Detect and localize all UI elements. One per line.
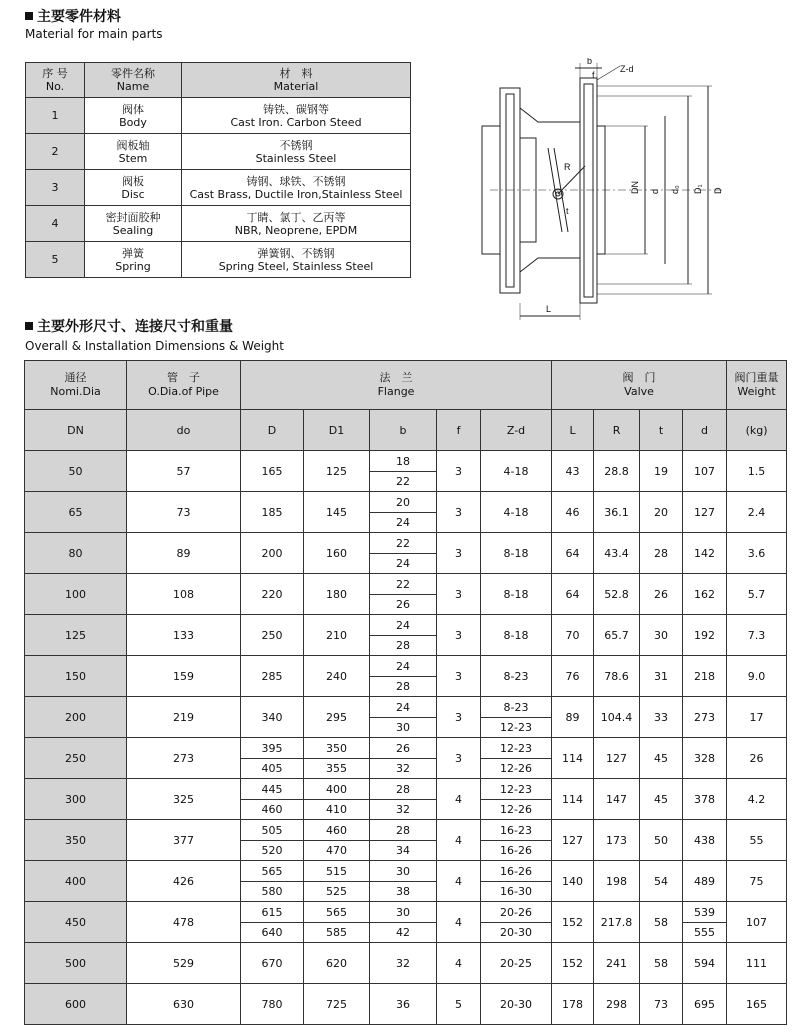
cell-do: 630 <box>127 984 241 1025</box>
cell-D1: 515 525 <box>304 861 370 902</box>
header-valve: 阀 门 Valve <box>552 361 727 410</box>
cell-L: 43 <box>552 451 594 492</box>
dimensions-row <box>25 615 787 656</box>
materials-row <box>26 170 411 206</box>
material-spec: 铸铁、碳钢等 Cast Iron. Carbon Steed <box>182 98 411 134</box>
cell-t: 45 <box>640 738 683 779</box>
cell-L: 70 <box>552 615 594 656</box>
cell-d: 539 555 <box>683 902 727 943</box>
cell-R: 127 <box>594 738 640 779</box>
materials-row <box>26 134 411 170</box>
material-no: 1 <box>26 98 85 134</box>
cell-dn: 350 <box>25 820 127 861</box>
cell-D1: 125 <box>304 451 370 492</box>
material-part-name: 弹簧 Spring <box>85 242 182 278</box>
cell-zd: 20-26 20-30 <box>481 902 552 943</box>
cell-weight: 1.5 <box>727 451 787 492</box>
cell-D1: 240 <box>304 656 370 697</box>
cell-d: 378 <box>683 779 727 820</box>
cell-zd: 8-23 <box>481 656 552 697</box>
dims-title-en: Overall & Installation Dimensions & Weight <box>25 339 284 353</box>
cell-L: 114 <box>552 779 594 820</box>
cell-zd: 16-23 16-26 <box>481 820 552 861</box>
cell-b: 28 32 <box>370 779 437 820</box>
cell-do: 73 <box>127 492 241 533</box>
cell-D1: 725 <box>304 984 370 1025</box>
cell-weight: 107 <box>727 902 787 943</box>
cell-R: 52.8 <box>594 574 640 615</box>
cell-weight: 4.2 <box>727 779 787 820</box>
subheader-b: b <box>370 410 437 451</box>
cell-dn: 65 <box>25 492 127 533</box>
dimensions-row <box>25 861 787 902</box>
drawing-label-zd: Z-d <box>620 64 634 74</box>
cell-f: 3 <box>437 533 481 574</box>
materials-row <box>26 98 411 134</box>
header-nomi-dia: 通径 Nomi.Dia <box>25 361 127 410</box>
materials-table <box>25 62 411 278</box>
cell-zd: 12-23 12-26 <box>481 738 552 779</box>
cell-t: 45 <box>640 779 683 820</box>
cell-weight: 55 <box>727 820 787 861</box>
cell-L: 114 <box>552 738 594 779</box>
cell-t: 73 <box>640 984 683 1025</box>
subheader-zd: Z-d <box>481 410 552 451</box>
subheader-dn: DN <box>25 410 127 451</box>
cell-b: 36 <box>370 984 437 1025</box>
cell-t: 19 <box>640 451 683 492</box>
cell-D: 395 405 <box>241 738 304 779</box>
cell-D: 200 <box>241 533 304 574</box>
materials-row <box>26 242 411 278</box>
cell-L: 152 <box>552 943 594 984</box>
cell-D1: 210 <box>304 615 370 656</box>
material-part-name: 阀板轴 Stem <box>85 134 182 170</box>
cell-D1: 350 355 <box>304 738 370 779</box>
cell-D: 615 640 <box>241 902 304 943</box>
cell-d: 328 <box>683 738 727 779</box>
material-spec: 弹簧钢、不锈钢 Spring Steel, Stainless Steel <box>182 242 411 278</box>
material-no: 2 <box>26 134 85 170</box>
drawing-label-DN: DN <box>630 181 640 194</box>
cell-zd: 16-26 16-30 <box>481 861 552 902</box>
cell-R: 173 <box>594 820 640 861</box>
cell-dn: 400 <box>25 861 127 902</box>
material-spec: 不锈钢 Stainless Steel <box>182 134 411 170</box>
cell-t: 26 <box>640 574 683 615</box>
cell-b: 22 26 <box>370 574 437 615</box>
cell-d: 192 <box>683 615 727 656</box>
dimensions-row <box>25 984 787 1025</box>
cell-f: 5 <box>437 984 481 1025</box>
cell-weight: 3.6 <box>727 533 787 574</box>
cell-f: 3 <box>437 574 481 615</box>
material-spec: 铸钢、球铁、不锈钢 Cast Brass, Ductile Iron,Stainless Steel <box>182 170 411 206</box>
cell-dn: 450 <box>25 902 127 943</box>
drawing-label-f: f <box>592 70 595 80</box>
header-name: 零件名称 Name <box>85 63 182 98</box>
material-spec: 丁睛、氯丁、乙丙等 NBR, Neoprene, EPDM <box>182 206 411 242</box>
cell-d: 489 <box>683 861 727 902</box>
cell-do: 219 <box>127 697 241 738</box>
cell-weight: 111 <box>727 943 787 984</box>
cell-b: 30 38 <box>370 861 437 902</box>
subheader-f: f <box>437 410 481 451</box>
materials-row <box>26 206 411 242</box>
cell-D: 445 460 <box>241 779 304 820</box>
cell-do: 325 <box>127 779 241 820</box>
cell-b: 22 24 <box>370 533 437 574</box>
header-weight: 阀门重量 Weight <box>727 361 787 410</box>
cell-t: 20 <box>640 492 683 533</box>
cell-zd: 8-18 <box>481 574 552 615</box>
cell-t: 28 <box>640 533 683 574</box>
cell-weight: 75 <box>727 861 787 902</box>
cell-D: 565 580 <box>241 861 304 902</box>
cell-b: 18 22 <box>370 451 437 492</box>
cell-R: 65.7 <box>594 615 640 656</box>
cell-do: 89 <box>127 533 241 574</box>
cell-R: 43.4 <box>594 533 640 574</box>
cell-L: 46 <box>552 492 594 533</box>
square-bullet-icon <box>25 12 33 20</box>
cell-D1: 145 <box>304 492 370 533</box>
cell-b: 28 34 <box>370 820 437 861</box>
cell-zd: 20-30 <box>481 984 552 1025</box>
cell-f: 4 <box>437 820 481 861</box>
cell-b: 26 32 <box>370 738 437 779</box>
cell-dn: 100 <box>25 574 127 615</box>
header-material: 材 料 Material <box>182 63 411 98</box>
cell-D: 220 <box>241 574 304 615</box>
cell-t: 30 <box>640 615 683 656</box>
cell-do: 478 <box>127 902 241 943</box>
cell-dn: 250 <box>25 738 127 779</box>
cell-R: 217.8 <box>594 902 640 943</box>
dimensions-row <box>25 451 787 492</box>
cell-D: 340 <box>241 697 304 738</box>
cell-weight: 9.0 <box>727 656 787 697</box>
cell-do: 529 <box>127 943 241 984</box>
cell-dn: 500 <box>25 943 127 984</box>
cell-L: 76 <box>552 656 594 697</box>
cell-d: 273 <box>683 697 727 738</box>
header-no: 序 号 No. <box>26 63 85 98</box>
cell-b: 24 30 <box>370 697 437 738</box>
cell-R: 198 <box>594 861 640 902</box>
cell-R: 104.4 <box>594 697 640 738</box>
subheader-d: d <box>683 410 727 451</box>
material-no: 5 <box>26 242 85 278</box>
cell-D1: 180 <box>304 574 370 615</box>
cell-zd: 20-25 <box>481 943 552 984</box>
drawing-label-D: D <box>713 187 723 194</box>
dimensions-row <box>25 902 787 943</box>
drawing-label-d: d <box>650 188 660 194</box>
cell-L: 89 <box>552 697 594 738</box>
cell-R: 298 <box>594 984 640 1025</box>
dimensions-row <box>25 656 787 697</box>
cell-weight: 7.3 <box>727 615 787 656</box>
dimensions-row <box>25 779 787 820</box>
subheader-D: D <box>241 410 304 451</box>
dimensions-row <box>25 943 787 984</box>
drawing-label-t: t <box>566 206 569 216</box>
cell-f: 4 <box>437 779 481 820</box>
drawing-label-do: d₀ <box>670 185 680 194</box>
cell-d: 142 <box>683 533 727 574</box>
cell-t: 33 <box>640 697 683 738</box>
dimensions-row <box>25 697 787 738</box>
header-pipe: 管 子 O.Dia.of Pipe <box>127 361 241 410</box>
dimensions-row <box>25 574 787 615</box>
cell-f: 3 <box>437 615 481 656</box>
cell-f: 4 <box>437 861 481 902</box>
cell-D1: 565 585 <box>304 902 370 943</box>
subheader-do: do <box>127 410 241 451</box>
cell-f: 4 <box>437 943 481 984</box>
drawing-label-D1: D₁ <box>693 184 703 194</box>
cell-t: 58 <box>640 902 683 943</box>
cell-L: 178 <box>552 984 594 1025</box>
cell-zd: 4-18 <box>481 492 552 533</box>
header-flange: 法 兰 Flange <box>241 361 552 410</box>
subheader-kg: (kg) <box>727 410 787 451</box>
cell-weight: 17 <box>727 697 787 738</box>
cell-weight: 26 <box>727 738 787 779</box>
cell-D: 670 <box>241 943 304 984</box>
cell-zd: 12-23 12-26 <box>481 779 552 820</box>
cell-L: 64 <box>552 533 594 574</box>
dimensions-row <box>25 820 787 861</box>
subheader-L: L <box>552 410 594 451</box>
left-flange-shape <box>500 88 520 293</box>
cell-t: 50 <box>640 820 683 861</box>
dims-title-cn: 主要外形尺寸、连接尺寸和重量 <box>25 319 233 335</box>
cell-D: 505 520 <box>241 820 304 861</box>
subheader-t: t <box>640 410 683 451</box>
cell-D: 250 <box>241 615 304 656</box>
cell-weight: 5.7 <box>727 574 787 615</box>
cell-b: 32 <box>370 943 437 984</box>
cell-d: 162 <box>683 574 727 615</box>
cell-f: 3 <box>437 697 481 738</box>
cell-b: 30 42 <box>370 902 437 943</box>
cell-f: 4 <box>437 902 481 943</box>
cell-D: 165 <box>241 451 304 492</box>
cell-dn: 600 <box>25 984 127 1025</box>
cell-L: 152 <box>552 902 594 943</box>
material-part-name: 阀体 Body <box>85 98 182 134</box>
cell-zd: 8-18 <box>481 533 552 574</box>
cell-do: 108 <box>127 574 241 615</box>
cell-D: 780 <box>241 984 304 1025</box>
cell-t: 58 <box>640 943 683 984</box>
dimensions-row <box>25 492 787 533</box>
cell-L: 127 <box>552 820 594 861</box>
cell-do: 426 <box>127 861 241 902</box>
cell-d: 218 <box>683 656 727 697</box>
cell-D: 185 <box>241 492 304 533</box>
material-part-name: 密封面胶种 Sealing <box>85 206 182 242</box>
cell-f: 3 <box>437 492 481 533</box>
material-no: 3 <box>26 170 85 206</box>
cell-f: 3 <box>437 656 481 697</box>
cell-weight: 2.4 <box>727 492 787 533</box>
cell-R: 36.1 <box>594 492 640 533</box>
drawing-label-L: L <box>546 304 552 314</box>
cell-L: 64 <box>552 574 594 615</box>
cell-R: 241 <box>594 943 640 984</box>
cell-b: 24 28 <box>370 656 437 697</box>
cell-t: 31 <box>640 656 683 697</box>
cell-d: 695 <box>683 984 727 1025</box>
cell-L: 140 <box>552 861 594 902</box>
cell-D1: 295 <box>304 697 370 738</box>
cell-f: 3 <box>437 451 481 492</box>
cell-d: 438 <box>683 820 727 861</box>
materials-title-en: Material for main parts <box>25 27 163 41</box>
cell-dn: 50 <box>25 451 127 492</box>
cell-D: 285 <box>241 656 304 697</box>
cell-R: 78.6 <box>594 656 640 697</box>
subheader-R: R <box>594 410 640 451</box>
right-flange-shape <box>580 78 597 303</box>
material-no: 4 <box>26 206 85 242</box>
dimensions-table <box>24 360 787 1025</box>
cell-dn: 80 <box>25 533 127 574</box>
cell-dn: 200 <box>25 697 127 738</box>
cell-zd: 8-18 <box>481 615 552 656</box>
drawing-label-b: b <box>587 58 593 66</box>
cell-weight: 165 <box>727 984 787 1025</box>
cell-b: 24 28 <box>370 615 437 656</box>
cell-D1: 160 <box>304 533 370 574</box>
cell-do: 57 <box>127 451 241 492</box>
cell-D1: 460 470 <box>304 820 370 861</box>
cell-f: 3 <box>437 738 481 779</box>
cell-dn: 125 <box>25 615 127 656</box>
material-part-name: 阀板 Disc <box>85 170 182 206</box>
dimensions-row <box>25 533 787 574</box>
cell-dn: 150 <box>25 656 127 697</box>
dimensions-row <box>25 738 787 779</box>
subheader-D1: D1 <box>304 410 370 451</box>
cell-b: 20 24 <box>370 492 437 533</box>
cell-d: 127 <box>683 492 727 533</box>
cell-zd: 8-23 12-23 <box>481 697 552 738</box>
materials-title-cn: 主要零件材料 <box>25 9 121 25</box>
cell-do: 377 <box>127 820 241 861</box>
cell-do: 273 <box>127 738 241 779</box>
cell-R: 28.8 <box>594 451 640 492</box>
square-bullet-icon <box>25 322 33 330</box>
cell-do: 159 <box>127 656 241 697</box>
cell-D1: 620 <box>304 943 370 984</box>
cell-d: 107 <box>683 451 727 492</box>
cell-zd: 4-18 <box>481 451 552 492</box>
cell-dn: 300 <box>25 779 127 820</box>
cell-d: 594 <box>683 943 727 984</box>
drawing-label-R: R <box>564 162 571 172</box>
cell-D1: 400 410 <box>304 779 370 820</box>
valve-cross-section-drawing <box>480 58 730 320</box>
cell-t: 54 <box>640 861 683 902</box>
cell-R: 147 <box>594 779 640 820</box>
cell-do: 133 <box>127 615 241 656</box>
